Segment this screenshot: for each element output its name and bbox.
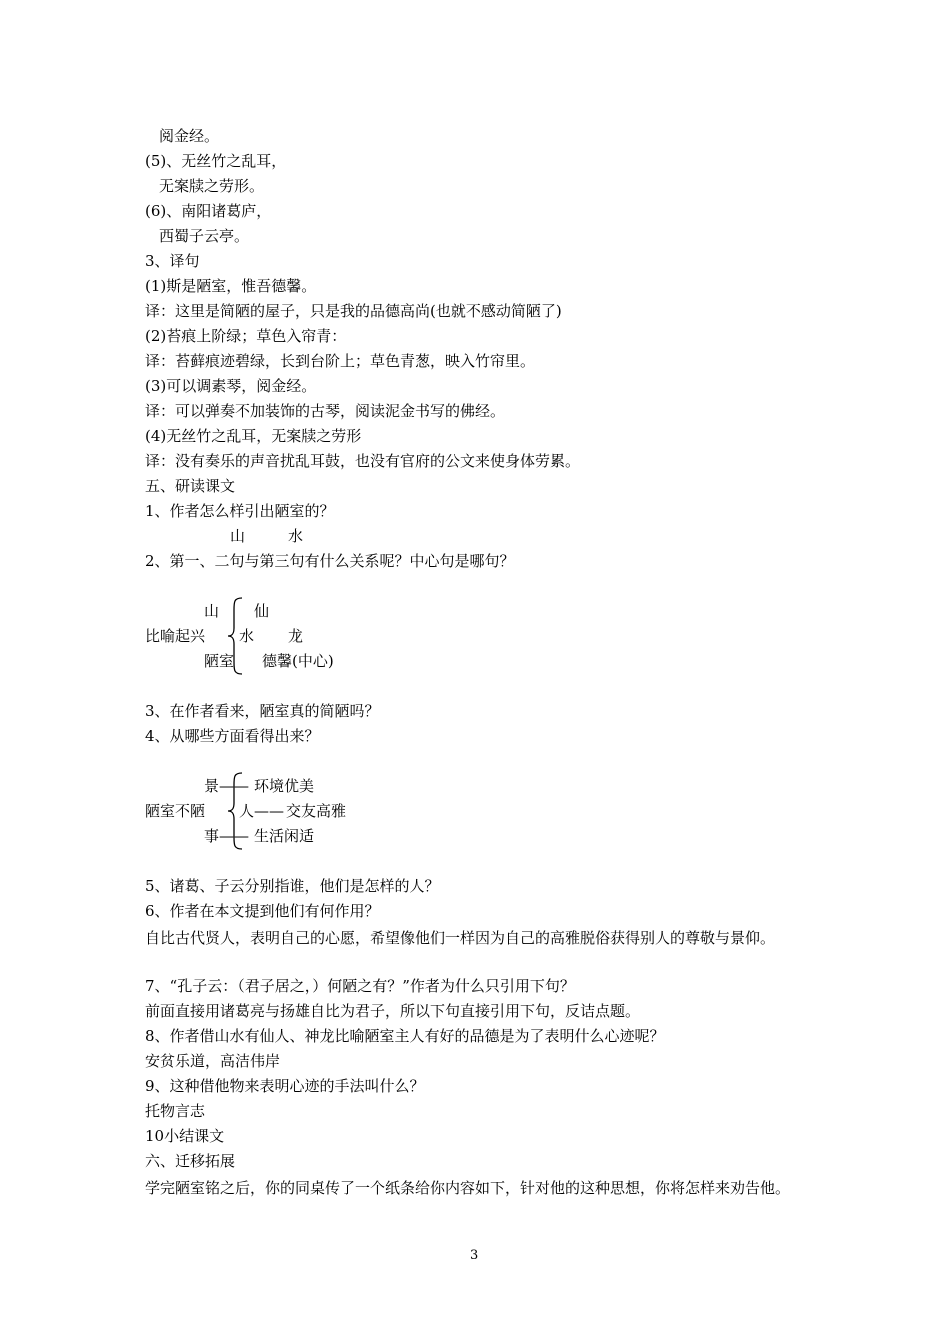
question-line: 2、第一、二句与第三句有什么关系呢？中心句是哪句？: [145, 552, 515, 570]
answer-line: 安贫乐道，高洁伟岸: [145, 1052, 281, 1070]
text-line: (4)无丝竹之乱耳，无案牍之劳形: [145, 427, 362, 445]
page-number: 3: [470, 1248, 479, 1263]
text-line: 无案牍之劳形。: [159, 177, 265, 195]
diagram-row-left: 水: [239, 627, 255, 645]
diagram-row-left: 陋室: [204, 652, 235, 670]
section-heading: 六、迁移拓展: [145, 1152, 236, 1170]
diagram-row-right: 交友高雅: [286, 802, 347, 820]
diagram-row-right: 环境优美: [254, 777, 315, 795]
text-line: (1)斯是陋室，惟吾德馨。: [145, 277, 317, 295]
text-line: (5)、无丝竹之乱耳，: [145, 152, 287, 170]
question-line: 9、这种借他物来表明心迹的手法叫什么？: [145, 1077, 425, 1095]
diagram-row-left: 山: [204, 602, 220, 620]
diagram-connector: ——: [219, 777, 249, 795]
answer-line: 前面直接用诸葛亮与扬雄自比为君子，所以下句直接引用下句，反诘点题。: [145, 1002, 641, 1020]
diagram-row-left: 事: [204, 827, 220, 845]
diagram-row-right: 仙: [254, 602, 270, 620]
question-line: 6、作者在本文提到他们有何作用？: [145, 902, 380, 920]
shan-label: 山: [230, 527, 246, 545]
diagram-row-right: 生活闲适: [254, 827, 315, 845]
diagram-connector: ——: [219, 827, 249, 845]
text-line: 译：可以弹奏不加装饰的古琴，阅读泥金书写的佛经。: [145, 402, 506, 420]
question-line: 8、作者借山水有仙人、神龙比喻陋室主人有好的品德是为了表明什么心迹呢？: [145, 1027, 665, 1045]
text-line: 译：这里是简陋的屋子，只是我的品德高尚(也就不感动简陋了): [145, 302, 562, 320]
answer-paragraph: 自比古代贤人，表明自己的心愿，希望像他们一样因为自己的高雅脱俗获得别人的尊敬与景仰。: [145, 929, 776, 947]
question-line: 7、“孔子云：（君子居之，）何陋之有？”作者为什么只引用下句？: [145, 977, 575, 995]
section-heading: 五、研读课文: [145, 477, 236, 495]
diagram-row-left: 景: [204, 777, 220, 795]
text-line: 译：苔藓痕迹碧绿，长到台阶上；草色青葱，映入竹帘里。: [145, 352, 536, 370]
diagram-label: 比喻起兴: [145, 627, 206, 645]
text-line: 阅金经。: [159, 127, 220, 145]
question-line: 3、在作者看来，陋室真的简陋吗？: [145, 702, 380, 720]
text-line: 10小结课文: [145, 1127, 225, 1145]
diagram-row-right: 龙: [288, 627, 304, 645]
diagram-row-left: 人: [239, 802, 255, 820]
text-line: 西蜀子云亭。: [159, 227, 250, 245]
diagram-label: 陋室不陋: [145, 802, 206, 820]
answer-line: 托物言志: [145, 1102, 206, 1120]
shui-label: 水: [288, 527, 304, 545]
text-line: (3)可以调素琴，阅金经。: [145, 377, 317, 395]
diagram-row-right: 德馨(中心): [262, 652, 334, 670]
question-line: 5、诸葛、子云分别指谁，他们是怎样的人？: [145, 877, 440, 895]
text-line: (2)苔痕上阶绿；草色入帘青：: [145, 327, 347, 345]
question-line: 4、从哪些方面看得出来？: [145, 727, 320, 745]
question-line: 1、作者怎么样引出陋室的？: [145, 502, 335, 520]
text-line: 译：没有奏乐的声音扰乱耳鼓，也没有官府的公文来使身体劳累。: [145, 452, 581, 470]
section-heading: 3、译句: [145, 252, 200, 270]
text-paragraph: 学完陋室铭之后，你的同桌传了一个纸条给你内容如下，针对他的这种思想，你将怎样来劝告他。: [145, 1179, 791, 1197]
diagram-connector: ——: [254, 802, 284, 820]
text-line: (6)、南阳诸葛庐，: [145, 202, 272, 220]
